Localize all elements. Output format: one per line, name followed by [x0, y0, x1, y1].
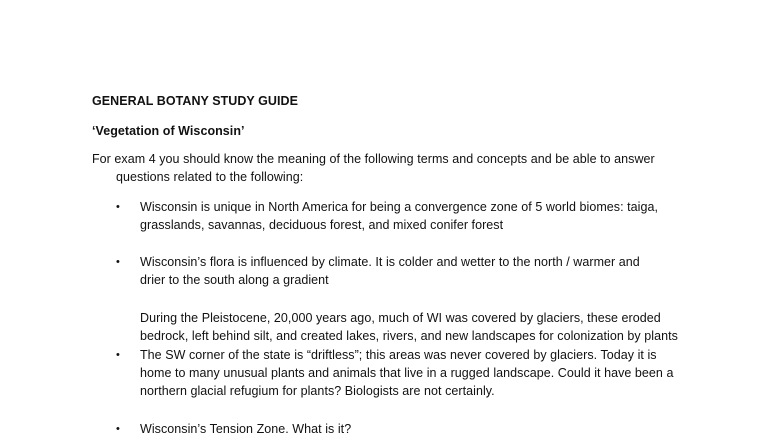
bullet-5-line-1: Wisconsin’s Tension Zone. What is it? [140, 422, 352, 436]
bullet-2-line-1: Wisconsin’s flora is influenced by climate. It is colder and wetter to the north / warmer and [140, 255, 640, 269]
bullet-marker: • [116, 423, 120, 435]
bullet-marker: • [116, 256, 120, 268]
intro-line-1: For exam 4 you should know the meaning of the following terms and concepts and be able to answer [92, 152, 655, 166]
bullet-marker: • [116, 349, 120, 361]
bullet-4-line-3: northern glacial refugium for plants? Biologists are not certainly. [140, 384, 495, 398]
document-title: GENERAL BOTANY STUDY GUIDE [92, 94, 298, 108]
bullet-3-line-2: bedrock, left behind silt, and created lakes, rivers, and new landscapes for colonization by plants [140, 329, 678, 343]
bullet-1-line-2: grasslands, savannas, deciduous forest, and mixed conifer forest [140, 218, 504, 232]
intro-line-2: questions related to the following: [116, 170, 304, 184]
bullet-4-line-1: The SW corner of the state is “driftless”; this areas was never covered by glaciers. Today it is [140, 348, 657, 362]
bullet-3-line-1: During the Pleistocene, 20,000 years ago, much of WI was covered by glaciers, these eroded [140, 311, 661, 325]
bullet-4-line-2: home to many unusual plants and animals that live in a rugged landscape. Could it have been a [140, 366, 674, 380]
bullet-2-line-2: drier to the south along a gradient [140, 273, 329, 287]
document-subtitle: ‘Vegetation of Wisconsin’ [92, 124, 245, 138]
bullet-marker: • [116, 201, 120, 213]
bullet-1-line-1: Wisconsin is unique in North America for being a convergence zone of 5 world biomes: taiga, [140, 200, 659, 214]
